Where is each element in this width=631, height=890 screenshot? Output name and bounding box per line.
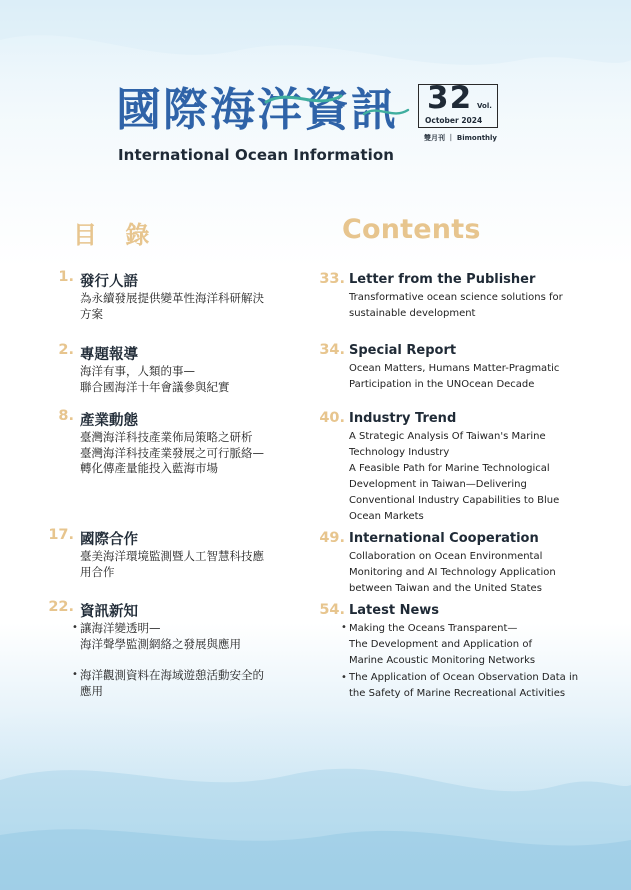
subtitle-line: 為永續發展提供變革性海洋科研解決 [80, 291, 264, 305]
subtitle-line: 海洋觀測資料在海域遊憩活動安全的 [80, 668, 264, 682]
entry-title: Letter from the Publisher [349, 272, 536, 287]
subtitle-line: Technology Industry [349, 447, 450, 458]
entry-subtitle [349, 290, 563, 322]
subtitle-line: 聯合國海洋十年會議參與紀實 [80, 379, 230, 394]
page-number: 40. [319, 410, 345, 426]
subtitle-line: The Development and Application of [349, 639, 532, 650]
bullet-icon: • [341, 622, 347, 633]
page-number: 54. [319, 602, 345, 618]
subtitle-line: Monitoring and AI Technology Application [349, 567, 556, 578]
entry-subtitle [349, 429, 559, 525]
issue-date: October 2024 [425, 116, 483, 125]
subtitle-line: A Feasible Path for Marine Technological [349, 463, 550, 474]
subtitle-line: Conventional Industry Capabilities to Blue [349, 495, 560, 506]
logo-title-zh: 國際海洋資訊 [116, 83, 399, 136]
subtitle-line: 讓海洋變透明— [80, 621, 161, 635]
publication-title-en: International Ocean Information [118, 146, 395, 164]
entry-subtitle [80, 549, 264, 580]
entry-subtitle [349, 549, 556, 597]
subtitle-line: 臺灣海洋科技產業佈局策略之研析 [80, 430, 253, 444]
news-item[interactable] [80, 668, 264, 699]
page-number: 49. [319, 530, 345, 546]
publication-logo [116, 80, 416, 136]
subtitle-line: A Strategic Analysis Of Taiwan's Marine [349, 431, 546, 442]
subtitle-line: 海洋聲學監測網絡之發展與應用 [80, 636, 241, 651]
entry-title: Latest News [349, 603, 440, 618]
subtitle-line: 臺美海洋環境監測暨人工智慧科技應 [80, 549, 264, 563]
entry-title: 產業動態 [80, 413, 138, 429]
news-item[interactable] [80, 621, 241, 652]
entry-title: International Cooperation [349, 531, 539, 546]
bullet-icon: • [341, 672, 347, 683]
subtitle-line: between Taiwan and the United States [349, 583, 542, 594]
page-number: 22. [48, 599, 74, 615]
entry-title: 專題報導 [80, 347, 138, 363]
page-number: 2. [58, 342, 74, 358]
subtitle-line: 臺灣海洋科技產業發展之可行脈絡— [80, 445, 264, 460]
entry-subtitle [80, 364, 230, 395]
subtitle-line: the Safety of Marine Recreational Activities [349, 688, 566, 699]
volume-label: Vol. [477, 102, 492, 110]
subtitle-line: 用合作 [80, 564, 115, 579]
contents-heading-en: Contents [342, 214, 481, 245]
subtitle-line: Ocean Matters, Humans Matter-Pragmatic [349, 363, 560, 374]
page-number: 17. [48, 527, 74, 543]
issue-badge [418, 80, 498, 128]
issue-number: 32 [427, 80, 473, 116]
entry-title: 國際合作 [80, 532, 138, 548]
subtitle-line: Transformative ocean science solutions for [349, 292, 563, 303]
subtitle-line: 轉化傳產量能投入藍海市場 [80, 461, 218, 475]
subtitle-line: Development in Taiwan—Delivering [349, 479, 527, 490]
news-item[interactable] [349, 670, 578, 702]
subtitle-line: Participation in the UNOcean Decade [349, 379, 535, 390]
bullet-icon: • [72, 669, 78, 680]
entry-title: Special Report [349, 343, 457, 358]
entry-subtitle [80, 291, 264, 322]
entry-subtitle [349, 361, 559, 393]
subtitle-line: 方案 [80, 306, 103, 321]
page-number: 34. [319, 342, 345, 358]
subtitle-line: sustainable development [349, 308, 476, 319]
entry-subtitle [80, 430, 264, 477]
news-item[interactable] [349, 621, 535, 669]
page-number: 33. [319, 271, 345, 287]
publication-frequency: 雙月刊 ｜ Bimonthly [424, 134, 497, 142]
entry-title: Industry Trend [349, 411, 457, 426]
entry-title: 發行人語 [80, 274, 138, 290]
subtitle-line: 應用 [80, 683, 103, 698]
subtitle-line: Making the Oceans Transparent— [349, 623, 518, 634]
entry-title: 資訊新知 [80, 604, 138, 620]
page-number: 8. [58, 408, 74, 424]
bullet-icon: • [72, 622, 78, 633]
subtitle-line: Marine Acoustic Monitoring Networks [349, 655, 536, 666]
subtitle-line: Collaboration on Ocean Environmental [349, 551, 543, 562]
subtitle-line: Ocean Markets [349, 511, 424, 522]
subtitle-line: 海洋有事，人類的事— [80, 364, 195, 378]
contents-heading-zh: 目 錄 [73, 221, 160, 249]
page-number: 1. [58, 269, 74, 285]
subtitle-line: The Application of Ocean Observation Data in [349, 672, 579, 683]
